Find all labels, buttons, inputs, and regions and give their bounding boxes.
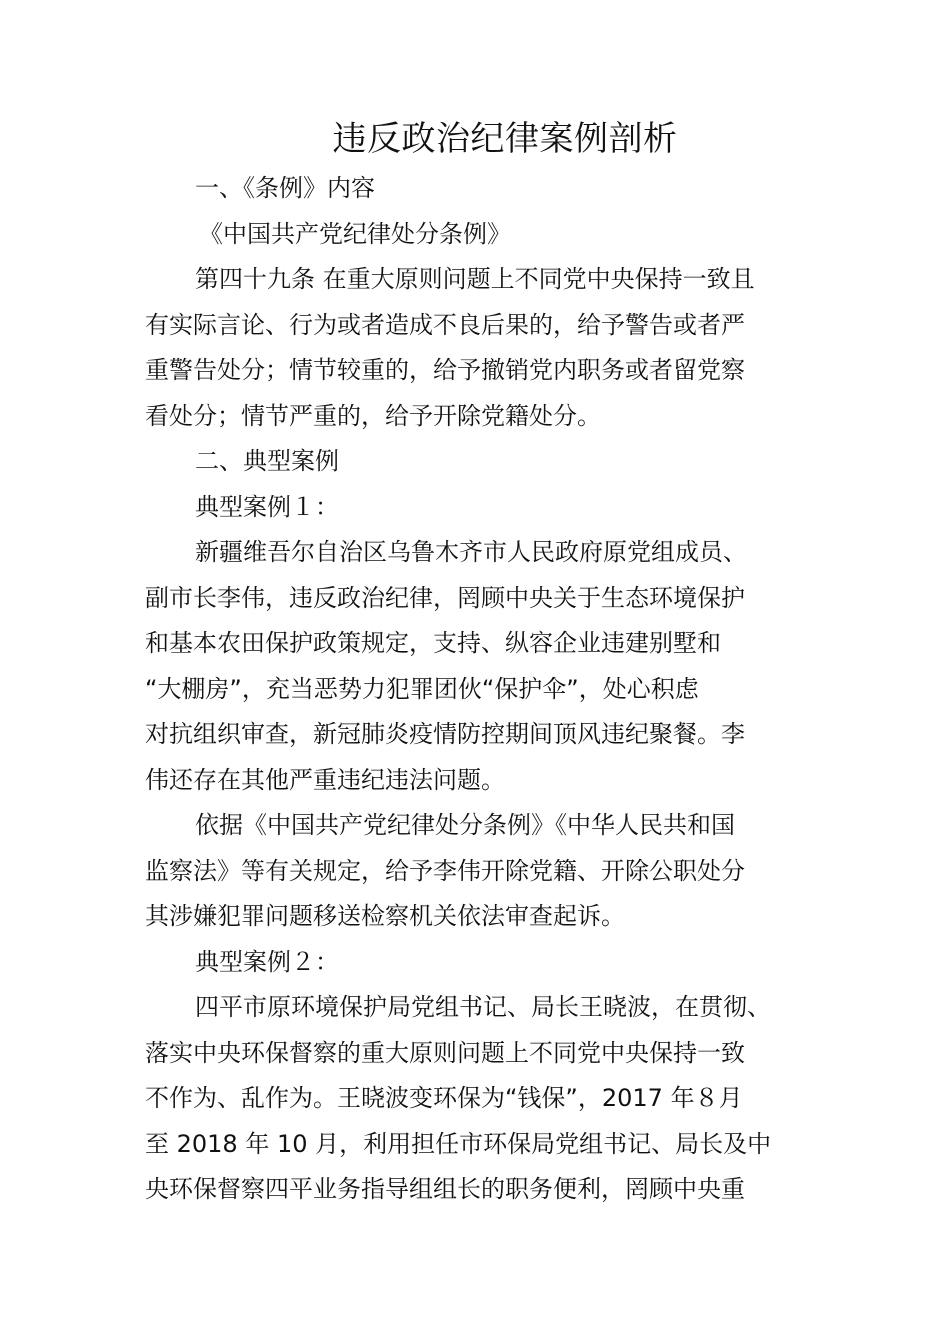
paragraph-line: 和基本农田保护政策规定，支持、纵容企业违建别墅和 (145, 629, 721, 657)
document-title: 违反政治纪律案例剖析 (332, 119, 678, 159)
paragraph-line: 依据《中国共产党纪律处分条例》《中华人民共和国 (195, 811, 735, 839)
paragraph-line: 重警告处分；情节较重的，给予撤销党内职务或者留党察 (145, 356, 745, 384)
paragraph-line: 四平市原环境保护局党组书记、局长王晓波，在贯彻、 (195, 993, 771, 1021)
paragraph-line: 第四十九条 在重大原则问题上不同党中央保持一致且 (195, 265, 755, 293)
paragraph-line: 其涉嫌犯罪问题移送检察机关依法审查起诉。 (145, 902, 625, 930)
paragraph-line: 监察法》等有关规定，给予李伟开除党籍、开除公职处分 (145, 856, 745, 885)
case-heading-2: 典型案例２： (195, 947, 339, 976)
case-heading-1: 典型案例１： (195, 492, 339, 521)
paragraph-line: 新疆维吾尔自治区乌鲁木齐市人民政府原党组成员、 (195, 538, 747, 566)
section-heading-cases: 二、典型案例 (195, 447, 339, 475)
paragraph-line: 落实中央环保督察的重大原则问题上不同党中央保持一致 (145, 1038, 745, 1067)
regulation-name: 《中国共产党纪律处分条例》 (199, 219, 511, 248)
paragraph-line: 看处分；情节严重的，给予开除党籍处分。 (145, 401, 601, 430)
paragraph-line: “大棚房”，充当恶势力犯罪团伙“保护伞”，处心积虑 (145, 674, 699, 703)
paragraph-line: 有实际言论、行为或者造成不良后果的，给予警告或者严 (145, 310, 745, 339)
paragraph-line: 伟还存在其他严重违纪违法问题。 (145, 765, 505, 794)
paragraph-line: 不作为、乱作为。王晓波变环保为“钱保”，2017 年８月 (145, 1084, 743, 1112)
paragraph-line: 央环保督察四平业务指导组组长的职务便利，罔顾中央重 (145, 1175, 745, 1203)
document-body (145, 166, 815, 1213)
paragraph-line: 至 2018 年 10 月，利用担任市环保局党组书记、局长及中 (145, 1129, 772, 1158)
section-heading-regulations: 一、《条例》内容 (195, 174, 375, 202)
paragraph-line: 副市长李伟，违反政治纪律，罔顾中央关于生态环境保护 (145, 583, 745, 612)
paragraph-line: 对抗组织审查，新冠肺炎疫情防控期间顶风违纪聚餐。李 (145, 720, 745, 748)
